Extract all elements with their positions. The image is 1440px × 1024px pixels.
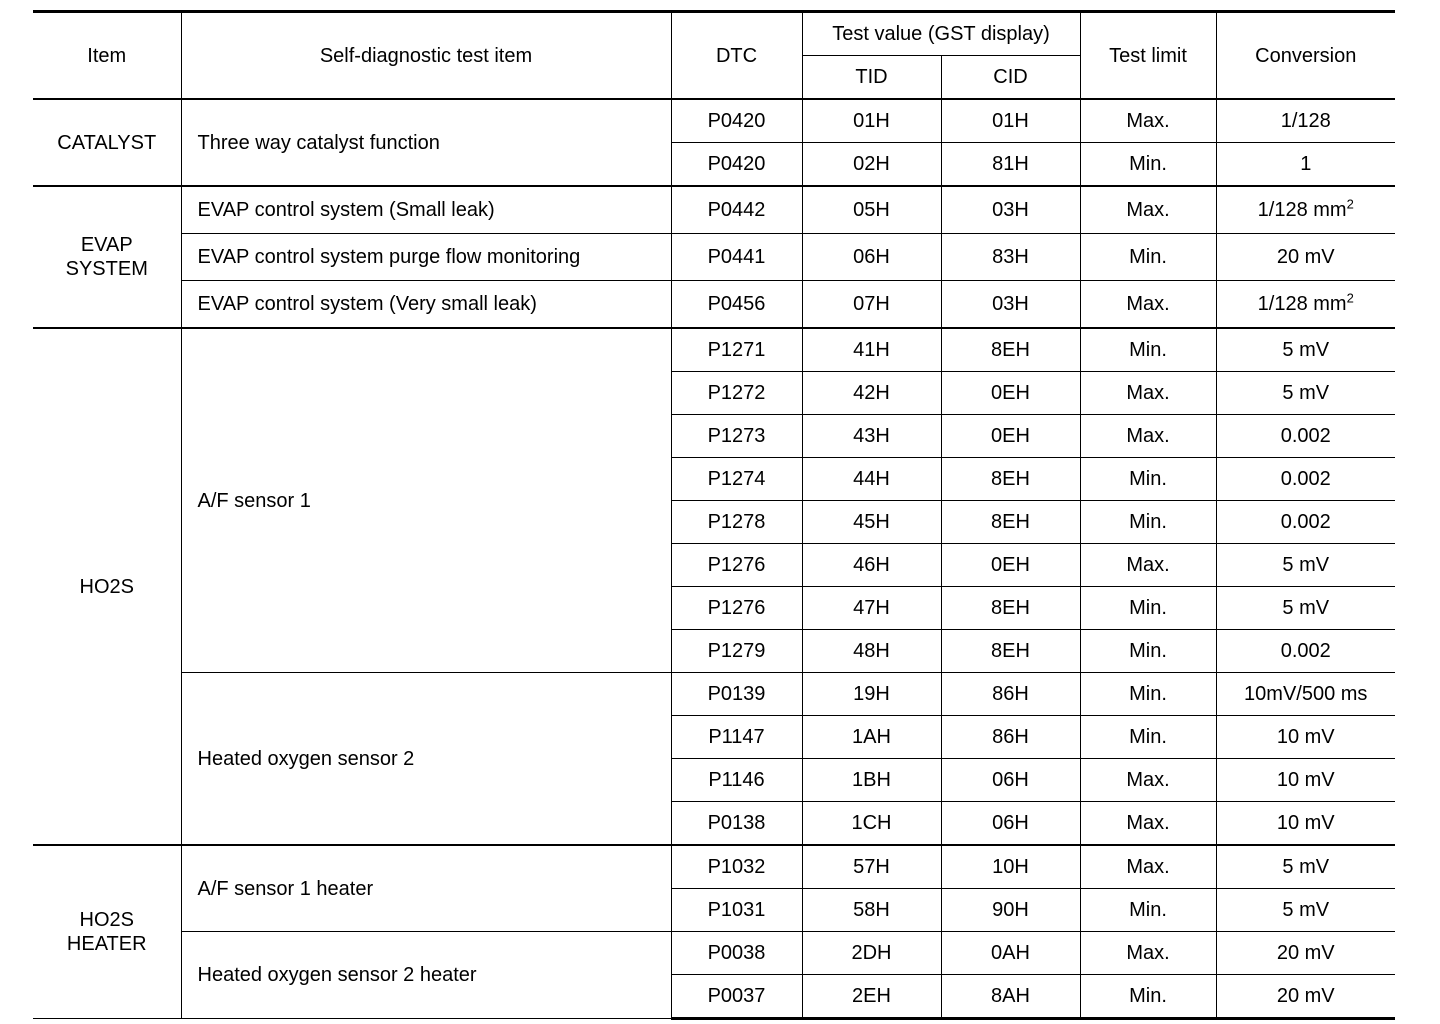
tid-cell: 41H	[802, 328, 941, 372]
header-cid: CID	[941, 56, 1080, 100]
dtc-cell: P1271	[671, 328, 802, 372]
test-item: Three way catalyst function	[181, 99, 671, 186]
cid-cell: 86H	[941, 716, 1080, 759]
limit-cell: Max.	[1080, 802, 1216, 846]
dtc-cell: P1146	[671, 759, 802, 802]
tid-cell: 06H	[802, 234, 941, 281]
tid-cell: 1BH	[802, 759, 941, 802]
cid-cell: 0EH	[941, 372, 1080, 415]
header-tid: TID	[802, 56, 941, 100]
header-test-item: Self-diagnostic test item	[181, 12, 671, 100]
cid-cell: 0EH	[941, 544, 1080, 587]
cid-cell: 8EH	[941, 630, 1080, 673]
limit-cell: Max.	[1080, 186, 1216, 234]
table-row	[33, 328, 1395, 372]
header-test-value: Test value (GST display)	[802, 12, 1080, 56]
limit-cell: Min.	[1080, 975, 1216, 1019]
conversion-cell: 5 mV	[1216, 587, 1395, 630]
table-row	[33, 234, 1395, 281]
conversion-cell: 5 mV	[1216, 328, 1395, 372]
cid-cell: 8AH	[941, 975, 1080, 1019]
limit-cell: Min.	[1080, 501, 1216, 544]
conversion-cell	[1216, 186, 1395, 234]
limit-cell: Max.	[1080, 544, 1216, 587]
conversion-cell: 1	[1216, 143, 1395, 187]
dtc-cell: P0420	[671, 143, 802, 187]
conversion-cell: 5 mV	[1216, 372, 1395, 415]
group-catalyst: CATALYST	[33, 99, 181, 186]
conversion-cell: 10 mV	[1216, 802, 1395, 846]
test-item: Heated oxygen sensor 2	[181, 673, 671, 846]
table-row	[33, 281, 1395, 329]
dtc-cell: P0139	[671, 673, 802, 716]
limit-cell: Max.	[1080, 99, 1216, 143]
cid-cell: 03H	[941, 281, 1080, 329]
header-item: Item	[33, 12, 181, 100]
table-row	[33, 845, 1395, 889]
dtc-cell: P1147	[671, 716, 802, 759]
group-ho2s-heater: HO2S HEATER	[33, 845, 181, 1019]
dtc-cell: P1032	[671, 845, 802, 889]
conversion-cell: 20 mV	[1216, 932, 1395, 975]
conversion-cell: 20 mV	[1216, 975, 1395, 1019]
table-row	[33, 99, 1395, 143]
conversion-unit: mm	[1313, 293, 1347, 315]
conversion-cell: 0.002	[1216, 458, 1395, 501]
cid-cell: 8EH	[941, 501, 1080, 544]
tid-cell: 02H	[802, 143, 941, 187]
conversion-cell: 10 mV	[1216, 759, 1395, 802]
group-ho2s: HO2S	[33, 328, 181, 845]
conversion-cell: 10mV/500 ms	[1216, 673, 1395, 716]
cid-cell: 0AH	[941, 932, 1080, 975]
limit-cell: Max.	[1080, 281, 1216, 329]
cid-cell: 86H	[941, 673, 1080, 716]
dtc-cell: P0441	[671, 234, 802, 281]
tid-cell: 07H	[802, 281, 941, 329]
dtc-cell: P1031	[671, 889, 802, 932]
cid-cell: 8EH	[941, 328, 1080, 372]
cid-cell: 8EH	[941, 587, 1080, 630]
tid-cell: 1CH	[802, 802, 941, 846]
limit-cell: Max.	[1080, 932, 1216, 975]
limit-cell: Min.	[1080, 716, 1216, 759]
tid-cell: 46H	[802, 544, 941, 587]
conversion-cell	[1216, 281, 1395, 329]
dtc-cell: P0138	[671, 802, 802, 846]
limit-cell: Min.	[1080, 143, 1216, 187]
group-evap-system: EVAP SYSTEM	[33, 186, 181, 328]
self-diagnostic-table	[33, 10, 1395, 1020]
table-row	[33, 186, 1395, 234]
tid-cell: 2EH	[802, 975, 941, 1019]
cid-cell: 83H	[941, 234, 1080, 281]
conversion-cell: 1/128	[1216, 99, 1395, 143]
header-test-limit: Test limit	[1080, 12, 1216, 100]
tid-cell: 47H	[802, 587, 941, 630]
test-item: A/F sensor 1	[181, 328, 671, 673]
dtc-cell: P0456	[671, 281, 802, 329]
dtc-cell: P1274	[671, 458, 802, 501]
conversion-cell: 10 mV	[1216, 716, 1395, 759]
table-row	[33, 932, 1395, 975]
tid-cell: 19H	[802, 673, 941, 716]
table-row	[33, 673, 1395, 716]
cid-cell: 81H	[941, 143, 1080, 187]
conversion-value: 1/128	[1257, 293, 1314, 315]
conversion-cell: 5 mV	[1216, 544, 1395, 587]
limit-cell: Min.	[1080, 673, 1216, 716]
conversion-cell: 0.002	[1216, 501, 1395, 544]
conversion-cell: 20 mV	[1216, 234, 1395, 281]
cid-cell: 06H	[941, 759, 1080, 802]
cid-cell: 10H	[941, 845, 1080, 889]
tid-cell: 2DH	[802, 932, 941, 975]
limit-cell: Max.	[1080, 415, 1216, 458]
tid-cell: 57H	[802, 845, 941, 889]
cid-cell: 01H	[941, 99, 1080, 143]
tid-cell: 43H	[802, 415, 941, 458]
conversion-value: 1/128	[1257, 199, 1314, 221]
cid-cell: 8EH	[941, 458, 1080, 501]
dtc-cell: P1278	[671, 501, 802, 544]
tid-cell: 48H	[802, 630, 941, 673]
cid-cell: 90H	[941, 889, 1080, 932]
header-conversion: Conversion	[1216, 12, 1395, 100]
dtc-cell: P0038	[671, 932, 802, 975]
test-item: EVAP control system (Very small leak)	[181, 281, 671, 329]
cid-cell: 03H	[941, 186, 1080, 234]
limit-cell: Min.	[1080, 587, 1216, 630]
test-item: EVAP control system (Small leak)	[181, 186, 671, 234]
dtc-cell: P0420	[671, 99, 802, 143]
tid-cell: 45H	[802, 501, 941, 544]
dtc-cell: P0442	[671, 186, 802, 234]
test-item: A/F sensor 1 heater	[181, 845, 671, 932]
conversion-cell: 5 mV	[1216, 889, 1395, 932]
conversion-unit-exponent: 2	[1346, 290, 1354, 306]
dtc-cell: P1276	[671, 587, 802, 630]
tid-cell: 05H	[802, 186, 941, 234]
tid-cell: 44H	[802, 458, 941, 501]
tid-cell: 58H	[802, 889, 941, 932]
test-item: Heated oxygen sensor 2 heater	[181, 932, 671, 1019]
conversion-unit: mm	[1313, 199, 1347, 221]
tid-cell: 42H	[802, 372, 941, 415]
test-item: EVAP control system purge flow monitoring	[181, 234, 671, 281]
tid-cell: 01H	[802, 99, 941, 143]
limit-cell: Min.	[1080, 234, 1216, 281]
cid-cell: 0EH	[941, 415, 1080, 458]
limit-cell: Max.	[1080, 372, 1216, 415]
limit-cell: Min.	[1080, 458, 1216, 501]
tid-cell: 1AH	[802, 716, 941, 759]
limit-cell: Max.	[1080, 759, 1216, 802]
dtc-cell: P1273	[671, 415, 802, 458]
dtc-cell: P0037	[671, 975, 802, 1019]
conversion-cell: 0.002	[1216, 415, 1395, 458]
cid-cell: 06H	[941, 802, 1080, 846]
limit-cell: Min.	[1080, 630, 1216, 673]
limit-cell: Min.	[1080, 889, 1216, 932]
dtc-cell: P1279	[671, 630, 802, 673]
limit-cell: Min.	[1080, 328, 1216, 372]
conversion-cell: 5 mV	[1216, 845, 1395, 889]
dtc-cell: P1276	[671, 544, 802, 587]
conversion-unit-exponent: 2	[1346, 196, 1354, 212]
header-dtc: DTC	[671, 12, 802, 100]
dtc-cell: P1272	[671, 372, 802, 415]
limit-cell: Max.	[1080, 845, 1216, 889]
conversion-cell: 0.002	[1216, 630, 1395, 673]
